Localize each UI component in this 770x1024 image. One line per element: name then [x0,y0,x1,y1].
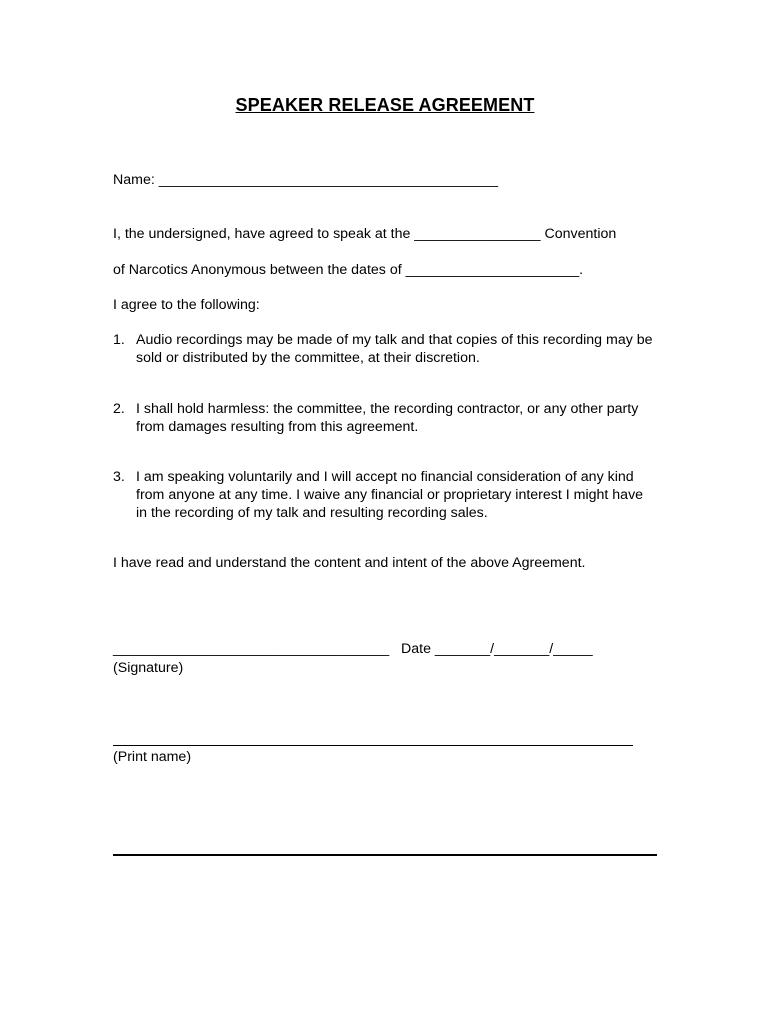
list-item-text: I shall hold harmless: the committee, the recording contractor, or any other party from damages resulting from this agreement. [136,401,639,435]
list-item [113,331,653,367]
list-item-text: Audio recordings may be made of my talk and that copies of this recording may be sold or distributed by the committee, at their discretion. [136,332,653,366]
list-item-text: I am speaking voluntarily and I will accept no financial consideration of any kind from anyone at any time. I waive any financial or proprietary interest I might have in the recording of my talk and resulting recording sales. [136,469,644,521]
intro-line-2: of Narcotics Anonymous between the dates of ______________________. [113,262,584,278]
signature-label: (Signature) [113,660,184,676]
document-title: SPEAKER RELEASE AGREEMENT [235,95,535,115]
name-field-line: Name: ___________________________________________ [113,172,499,188]
list-item-number: 2. [113,401,125,417]
list-item-number: 1. [113,332,125,348]
signature-date-line: ___________________________________ Date _______/_______/_____ [113,641,593,657]
list-item [113,468,653,522]
acknowledgement-text: I have read and understand the content and intent of the above Agreement. [113,555,586,571]
list-item-number: 3. [113,469,125,485]
print-name-label: (Print name) [113,749,192,765]
list-item [113,400,653,436]
agree-intro: I agree to the following: [113,297,260,313]
intro-line-1: I, the undersigned, have agreed to speak at the ________________ Convention [113,226,617,242]
bottom-divider [113,854,657,856]
print-name-rule [113,745,633,746]
